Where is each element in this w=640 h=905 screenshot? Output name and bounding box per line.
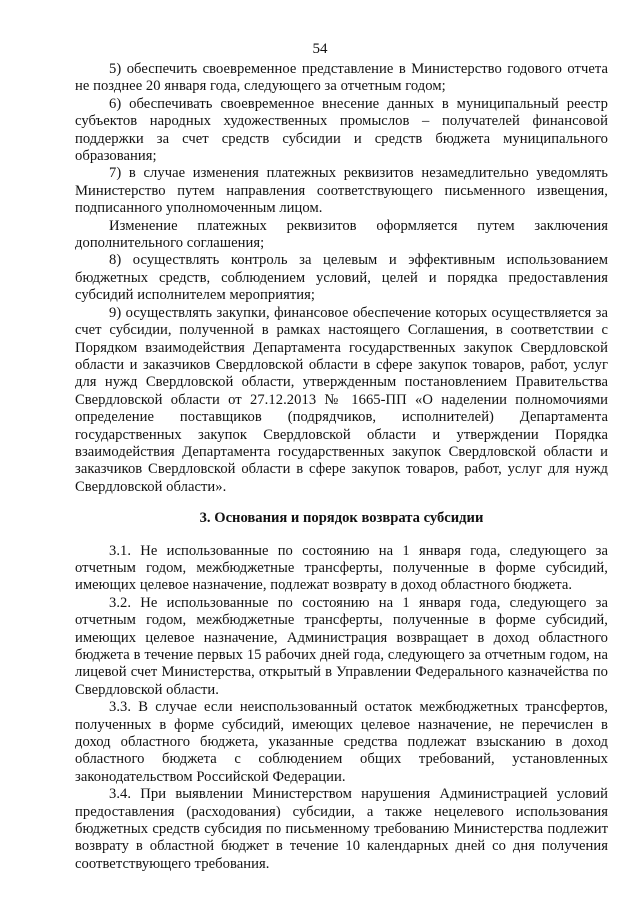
paragraph-item-7: 7) в случае изменения платежных реквизитов незамедлительно уведомлять Министерство путем направления соответствующего письменного извещения, подписанного уполномоченным лицом. [75,165,608,217]
paragraph-3-2: 3.2. Не использованные по состоянию на 1 января года, следующего за отчетным годом, межбюджетные трансферты, полученные в форме субсидий, имеющих целевое назначение, Администрация возвращает в доход областного бюджета в течение первых 15 рабочих дней года, следующего за отчетным годом, на лицевой счет Министерства, открытый в Управлении Федерального казначейства по Свердловской области. [75,594,608,698]
section-heading: 3. Основания и порядок возврата субсидии [199,510,484,527]
page-number: 54 [312,41,328,57]
paragraph-requisites-change: Изменение платежных реквизитов оформляется путем заключения дополнительного соглашения; [75,217,608,252]
paragraph-3-3: 3.3. В случае если неиспользованный остаток межбюджетных трансфертов, полученных в форме субсидий, имеющих целевое назначение, не перечислен в доход областного бюджета, указанные средства подлежат взысканию в доход областного бюджета с соблюдением общих требований, установленных законодательством Российской Федерации. [75,699,608,785]
page-content [75,61,608,873]
paragraph-3-1: 3.1. Не использованные по состоянию на 1 января года, следующего за отчетным годом, межбюджетные трансферты, полученные в форме субсидий, имеющих целевое назначение, подлежат возврату в доход областного бюджета. [75,542,608,594]
paragraph-item-6: 6) обеспечивать своевременное внесение данных в муниципальный реестр субъектов народных художественных промыслов – получателей финансовой поддержки за счет средств субсидии и средств бюджета муниципального образования; [75,95,608,165]
paragraph-item-8: 8) осуществлять контроль за целевым и эффективным использованием бюджетных средств, соблюдением условий, целей и порядка предоставления субсидий исполнителем мероприятия; [75,252,608,304]
paragraph-3-4: 3.4. При выявлении Министерством нарушения Администрацией условий предоставления (расходования) субсидии, а также нецелевого использования бюджетных средств субсидия по письменному требованию Министерства подлежит возврату в областной бюджет в течение 10 календарных дней со дня получения соответствующего требования. [75,786,608,872]
paragraph-item-5: 5) обеспечить своевременное представление в Министерство годового отчета не позднее 20 января года, следующего за отчетным годом; [75,61,608,95]
paragraph-item-9: 9) осуществлять закупки, финансовое обеспечение которых осуществляется за счет субсидии, полученной в рамках настоящего Соглашения, в соответствии с Порядком взаимодействия Департамента государственных закупок Свердловской области и заказчиков Свердловской области в сфере закупок товаров, работ, услуг для нужд Свердловской области, утвержденным постановлением Правительства Свердловской области от 27.12.2013 № 1665-ПП «О наделении полномочиями определение поставщиков (подрядчиков, исполнителей) Департамента государственных закупок Свердловской области и утверждении Порядка взаимодействия Департамента государственных закупок Свердловской области и заказчиков Свердловской области в сфере закупок товаров, работ, услуг для нужд Свердловской области». [75,304,608,495]
